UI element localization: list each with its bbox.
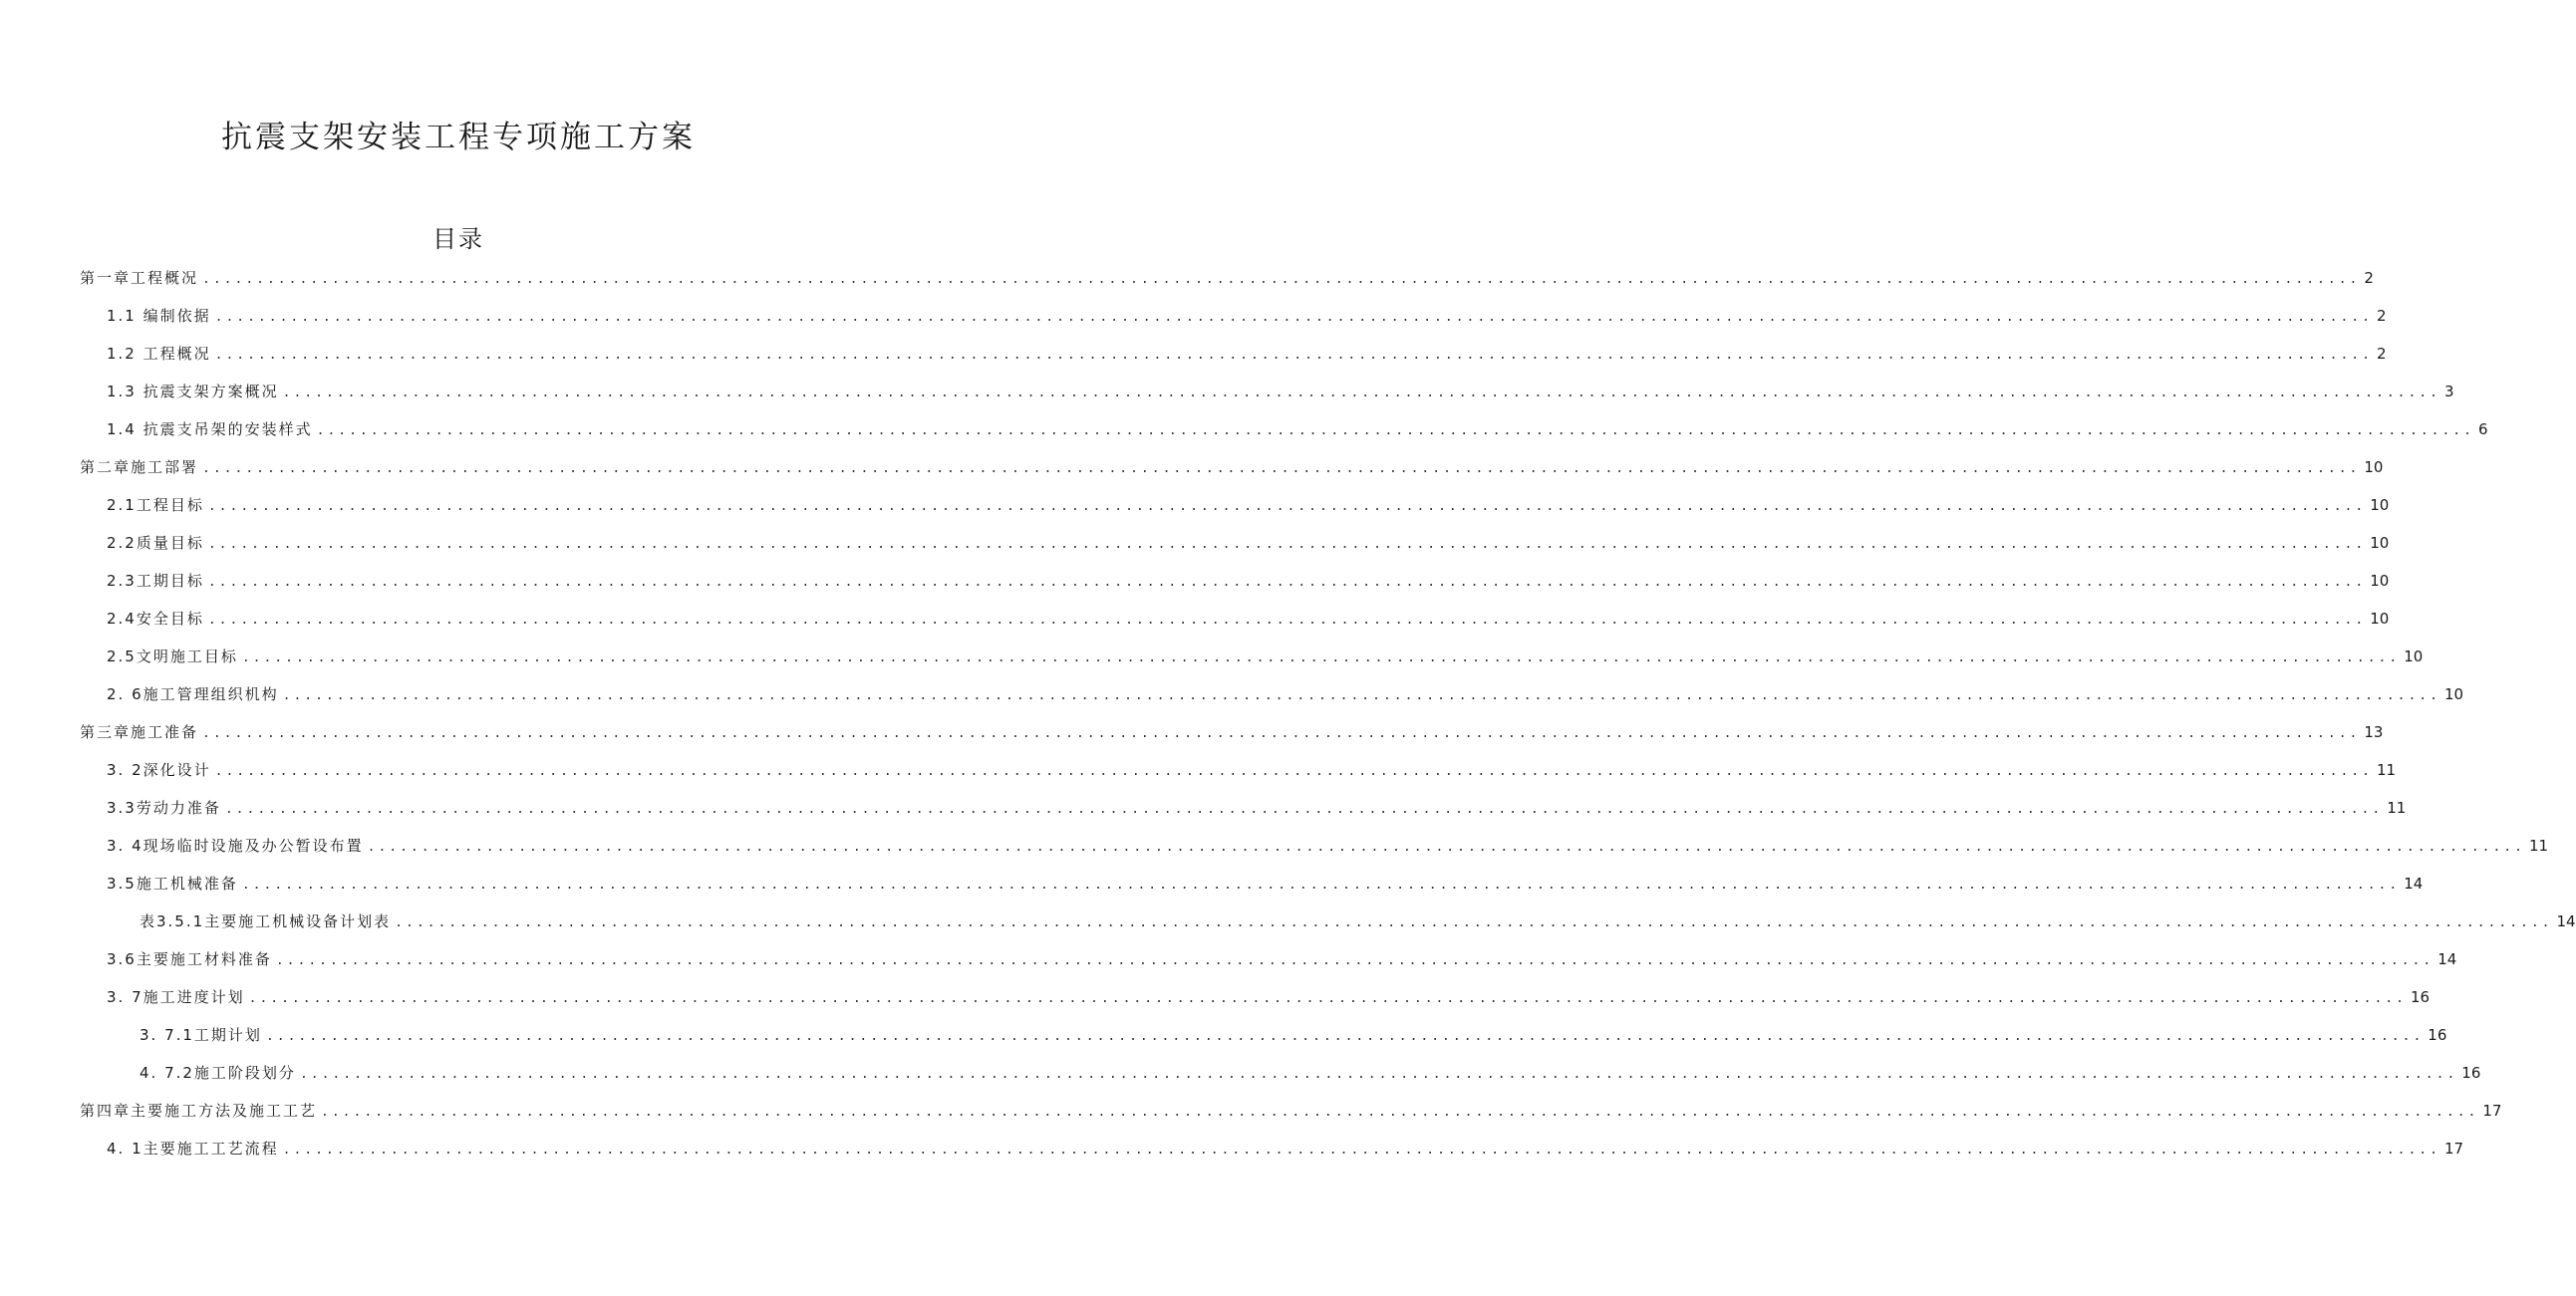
toc-entry-label: 3.5施工机械准备 bbox=[107, 875, 238, 893]
toc-entry[interactable] bbox=[107, 1138, 2464, 1162]
toc-entry[interactable] bbox=[80, 456, 2384, 480]
toc-entry-page-number: 11 bbox=[2387, 799, 2407, 817]
toc-entry-label: 1.4 抗震支吊架的安装样式 bbox=[107, 420, 313, 438]
toc-entry-label: 2.2质量目标 bbox=[107, 534, 204, 552]
toc-dot-leader: ........................................................................................................................................................................................................ bbox=[241, 878, 2401, 893]
toc-dot-leader: ........................................................................................................................................................................................................ bbox=[248, 991, 2407, 1006]
toc-entry-page-number: 17 bbox=[2443, 1140, 2464, 1158]
toc-dot-leader: ........................................................................................................................................................................................................ bbox=[214, 764, 2373, 779]
toc-entry-label: 2.1工程目标 bbox=[107, 496, 204, 514]
toc-dot-leader: ........................................................................................................................................................................................................ bbox=[202, 272, 2361, 287]
toc-dot-leader: ........................................................................................................................................................................................................ bbox=[241, 650, 2401, 665]
toc-entry-label: 1.1 编制依据 bbox=[107, 307, 211, 325]
toc-entry[interactable] bbox=[80, 721, 2384, 745]
toc-entry-page-number: 10 bbox=[2370, 610, 2390, 628]
toc-entry-label: 第三章施工准备 bbox=[80, 723, 199, 741]
toc-entry-page-number: 16 bbox=[2410, 988, 2431, 1006]
toc-entry-page-number: 10 bbox=[2370, 534, 2390, 552]
toc-entry-page-number: 14 bbox=[2404, 875, 2424, 893]
toc-entry-label: 4. 7.2施工阶段划分 bbox=[140, 1064, 296, 1082]
toc-entry-label: 第二章施工部署 bbox=[80, 458, 199, 476]
toc-dot-leader: ........................................................................................................................................................................................................ bbox=[299, 1067, 2458, 1082]
toc-entry-label: 表3.5.1主要施工机械设备计划表 bbox=[140, 912, 392, 930]
toc-entry-label: 2. 6施工管理组织机构 bbox=[107, 685, 279, 703]
toc-dot-leader: ........................................................................................................................................................................................................ bbox=[282, 386, 2440, 400]
toc-entry-label: 3.3劳动力准备 bbox=[107, 799, 221, 817]
toc-dot-leader: ........................................................................................................................................................................................................ bbox=[202, 461, 2361, 476]
toc-entry[interactable] bbox=[80, 267, 2374, 291]
toc-entry-label: 3. 4现场临时设施及办公暂设布置 bbox=[107, 837, 364, 855]
toc-entry[interactable] bbox=[140, 1062, 2481, 1086]
toc-entry[interactable] bbox=[107, 494, 2390, 518]
toc-entry-page-number: 2 bbox=[2364, 269, 2374, 287]
toc-entry-page-number: 16 bbox=[2461, 1064, 2481, 1082]
toc-dot-leader: ........................................................................................................................................................................................................ bbox=[316, 423, 2474, 438]
toc-entry[interactable] bbox=[107, 797, 2407, 821]
toc-entry[interactable] bbox=[107, 570, 2390, 594]
toc-entry-label: 1.3 抗震支架方案概况 bbox=[107, 383, 279, 400]
toc-entry-label: 第四章主要施工方法及施工工艺 bbox=[80, 1102, 318, 1120]
toc-entry-label: 第一章工程概况 bbox=[80, 269, 199, 287]
toc-entry-page-number: 10 bbox=[2370, 496, 2390, 514]
toc-entry-label: 2.3工期目标 bbox=[107, 572, 204, 590]
toc-entry-label: 2.4安全目标 bbox=[107, 610, 204, 628]
toc-entry-label: 3. 7施工进度计划 bbox=[107, 988, 245, 1006]
toc-entry[interactable] bbox=[107, 948, 2457, 972]
toc-dot-leader: ........................................................................................................................................................................................................ bbox=[321, 1105, 2479, 1120]
toc-entry-page-number: 16 bbox=[2428, 1026, 2447, 1044]
toc-dot-leader: ........................................................................................................................................................................................................ bbox=[265, 1029, 2425, 1044]
toc-heading: 目录 bbox=[432, 225, 484, 253]
toc-entry-label: 3. 7.1工期计划 bbox=[140, 1026, 262, 1044]
toc-entry[interactable] bbox=[107, 381, 2454, 404]
toc-dot-leader: ........................................................................................................................................................................................................ bbox=[367, 840, 2525, 855]
toc-entry-page-number: 17 bbox=[2482, 1102, 2502, 1120]
toc-entry-page-number: 2 bbox=[2376, 307, 2387, 325]
toc-dot-leader: ........................................................................................................................................................................................................ bbox=[207, 575, 2367, 590]
toc-entry-page-number: 14 bbox=[2437, 950, 2457, 968]
toc-entry-page-number: 6 bbox=[2477, 420, 2488, 438]
toc-entry-page-number: 2 bbox=[2376, 345, 2387, 363]
toc-entry-page-number: 10 bbox=[2364, 458, 2384, 476]
toc-entry-label: 1.2 工程概况 bbox=[107, 345, 211, 363]
toc-entry[interactable] bbox=[107, 986, 2431, 1010]
toc-dot-leader: ........................................................................................................................................................................................................ bbox=[214, 310, 2373, 325]
toc-entry-page-number: 13 bbox=[2364, 723, 2384, 741]
toc-entry[interactable] bbox=[107, 835, 2549, 859]
toc-entry-label: 3.6主要施工材料准备 bbox=[107, 950, 272, 968]
toc-entry-page-number: 11 bbox=[2528, 837, 2549, 855]
toc-dot-leader: ........................................................................................................................................................................................................ bbox=[282, 688, 2440, 703]
toc-entry[interactable] bbox=[107, 646, 2424, 669]
toc-dot-leader: ........................................................................................................................................................................................................ bbox=[207, 537, 2367, 552]
toc-entry[interactable] bbox=[107, 305, 2387, 329]
toc-dot-leader: ........................................................................................................................................................................................................ bbox=[207, 613, 2367, 628]
toc-entry-page-number: 14 bbox=[2556, 912, 2576, 930]
toc-dot-leader: ........................................................................................................................................................................................................ bbox=[214, 348, 2373, 363]
toc-dot-leader: ........................................................................................................................................................................................................ bbox=[275, 953, 2434, 968]
toc-entry[interactable] bbox=[107, 343, 2387, 367]
toc-entry[interactable] bbox=[107, 418, 2488, 442]
toc-entry[interactable] bbox=[80, 1100, 2502, 1124]
toc-dot-leader: ........................................................................................................................................................................................................ bbox=[282, 1143, 2440, 1158]
document-title: 抗震支架安装工程专项施工方案 bbox=[221, 120, 696, 155]
toc-entry-page-number: 10 bbox=[2370, 572, 2390, 590]
toc-entry[interactable] bbox=[140, 910, 2576, 934]
toc-entry-label: 4. 1主要施工工艺流程 bbox=[107, 1140, 279, 1158]
toc-entry-label: 3. 2深化设计 bbox=[107, 761, 211, 779]
toc-entry[interactable] bbox=[107, 873, 2424, 897]
toc-entry[interactable] bbox=[107, 608, 2390, 632]
toc-entry-page-number: 11 bbox=[2376, 761, 2397, 779]
toc-entry[interactable] bbox=[140, 1024, 2447, 1048]
toc-entry-page-number: 10 bbox=[2443, 685, 2464, 703]
toc-dot-leader: ........................................................................................................................................................................................................ bbox=[224, 802, 2384, 817]
toc-entry-label: 2.5文明施工目标 bbox=[107, 648, 238, 665]
toc-entry-page-number: 3 bbox=[2443, 383, 2454, 400]
toc-entry-page-number: 10 bbox=[2404, 648, 2424, 665]
toc-entry[interactable] bbox=[107, 683, 2464, 707]
toc-entry[interactable] bbox=[107, 532, 2390, 556]
toc-dot-leader: ........................................................................................................................................................................................................ bbox=[202, 726, 2361, 741]
toc-dot-leader: ........................................................................................................................................................................................................ bbox=[207, 499, 2367, 514]
toc-dot-leader: ........................................................................................................................................................................................................ bbox=[395, 915, 2553, 930]
toc-entry[interactable] bbox=[107, 759, 2397, 783]
